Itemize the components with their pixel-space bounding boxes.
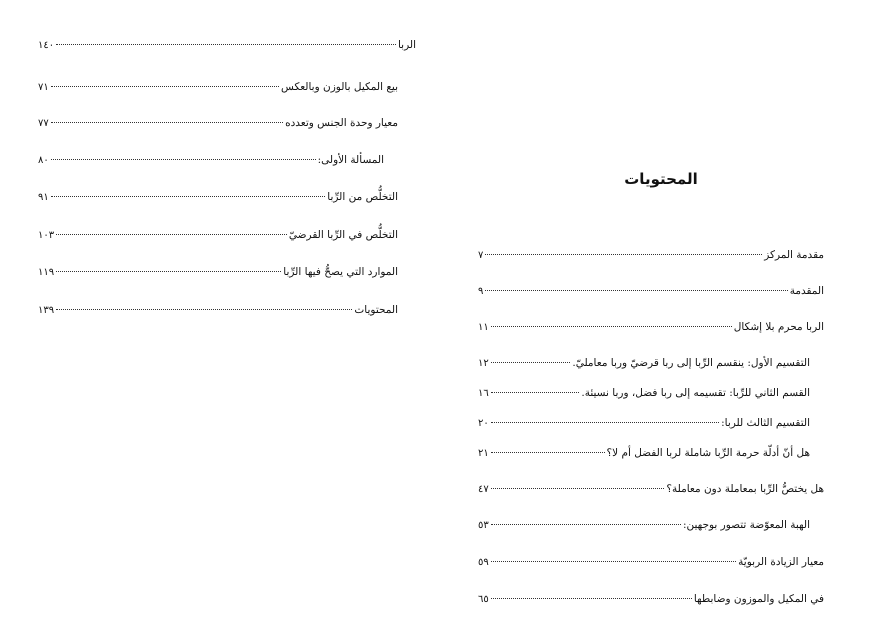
toc-leader-dots xyxy=(51,158,316,160)
toc-leader-dots xyxy=(491,451,605,453)
toc-entry[interactable] xyxy=(38,228,398,243)
toc-entry[interactable] xyxy=(478,592,824,607)
toc-entry[interactable] xyxy=(478,518,810,533)
toc-page-number: ٢١ xyxy=(478,448,489,459)
toc-leader-dots xyxy=(56,308,352,310)
toc-leader-dots xyxy=(56,270,281,272)
toc-page-number: ٧١ xyxy=(38,82,49,93)
toc-page-number: ٧٧ xyxy=(38,118,49,129)
toc-page-number: ٩ xyxy=(478,286,484,297)
toc-leader-dots xyxy=(491,361,571,363)
toc-entry[interactable] xyxy=(478,284,824,299)
toc-page-number: ١٢ xyxy=(478,358,489,369)
toc-entry-title: في المكيل والموزون وضابطها xyxy=(693,593,824,605)
toc-page-number: ١٠٣ xyxy=(38,230,55,241)
toc-entry-title: هل يختصُّ الرِّبا بمعاملة دون معاملة؟ xyxy=(666,483,824,495)
toc-page-number: ٨٠ xyxy=(38,155,49,166)
toc-entry[interactable] xyxy=(478,482,824,497)
toc-leader-dots xyxy=(491,597,692,599)
toc-entry-title: التخلُّص من الرِّبا xyxy=(327,191,398,203)
toc-page-number: ٥٣ xyxy=(478,520,489,531)
toc-entry[interactable] xyxy=(478,356,810,371)
toc-entry-title: الربا محرم بلا إشكال xyxy=(733,321,824,333)
toc-entry[interactable] xyxy=(38,153,384,168)
toc-entry-title: المقدمة xyxy=(789,285,824,297)
toc-entry[interactable] xyxy=(478,446,810,461)
toc-leader-dots xyxy=(491,421,719,423)
toc-entry-title: الربا xyxy=(397,39,416,51)
toc-entry-title: المسألة الأولى: xyxy=(317,154,384,166)
toc-entry-title: التقسيم الثالث للربا: xyxy=(721,417,810,429)
toc-entry-title: الهبة المعوّضة تتصور بوجهين: xyxy=(682,519,810,531)
contents-heading: المحتويات xyxy=(624,170,698,188)
toc-entry-title: بيع المكيل بالوزن وبالعكس xyxy=(281,81,398,93)
toc-entry[interactable] xyxy=(478,416,810,431)
toc-page-number: ١٣٩ xyxy=(38,305,55,316)
toc-page-number: ١١٩ xyxy=(38,267,55,278)
toc-entry[interactable] xyxy=(38,38,416,53)
toc-page-number: ٧ xyxy=(478,250,484,261)
toc-leader-dots xyxy=(491,487,665,489)
toc-page-number: ٢٠ xyxy=(478,418,489,429)
toc-leader-dots xyxy=(491,325,732,327)
toc-leader-dots xyxy=(56,43,396,45)
toc-entry[interactable] xyxy=(478,248,824,263)
toc-entry-title: القسم الثاني للرِّبا: تقسيمه إلى ربا فضل، وربا نسيئة. xyxy=(581,387,810,399)
toc-page-number: ٤٧ xyxy=(478,484,489,495)
toc-page-number: ٦٥ xyxy=(478,594,489,605)
toc-entry-title: الموارد التي يصحُّ فيها الرِّبا xyxy=(283,266,398,278)
toc-leader-dots xyxy=(491,560,736,562)
toc-entry-title: التخلُّص في الرِّبا القرضيّ xyxy=(288,229,398,241)
toc-leader-dots xyxy=(491,523,681,525)
toc-entry-title: معيار الزيادة الربويّة xyxy=(738,556,824,568)
toc-leader-dots xyxy=(51,195,326,197)
toc-leader-dots xyxy=(51,85,279,87)
toc-entry-title: التقسيم الأول: ينقسم الرِّبا إلى ربا قرضيّ وربا معامليّ. xyxy=(572,357,810,369)
toc-entry[interactable] xyxy=(38,265,398,280)
toc-leader-dots xyxy=(56,233,287,235)
toc-page-number: ١٦ xyxy=(478,388,489,399)
toc-page-number: ١٤٠ xyxy=(38,40,55,51)
toc-entry[interactable] xyxy=(38,303,398,318)
toc-entry-title: هل أنّ أدلّة حرمة الرِّبا شاملة لربا الفضل أم لا؟ xyxy=(606,447,810,459)
toc-leader-dots xyxy=(485,253,762,255)
toc-page-number: ٥٩ xyxy=(478,557,489,568)
toc-entry[interactable] xyxy=(38,116,398,131)
toc-leader-dots xyxy=(491,391,580,393)
toc-page-number: ٩١ xyxy=(38,192,49,203)
toc-entry[interactable] xyxy=(38,80,398,95)
toc-entry-title: مقدمة المركز xyxy=(764,249,824,261)
toc-entry[interactable] xyxy=(38,190,398,205)
toc-entry[interactable] xyxy=(478,555,824,570)
toc-entry-title: المحتويات xyxy=(354,304,398,316)
toc-entry[interactable] xyxy=(478,320,824,335)
toc-entry[interactable] xyxy=(478,386,810,401)
toc-page-number: ١١ xyxy=(478,322,489,333)
toc-entry-title: معيار وحدة الجنس وتعدده xyxy=(285,117,398,129)
toc-leader-dots xyxy=(51,121,283,123)
toc-leader-dots xyxy=(485,289,787,291)
